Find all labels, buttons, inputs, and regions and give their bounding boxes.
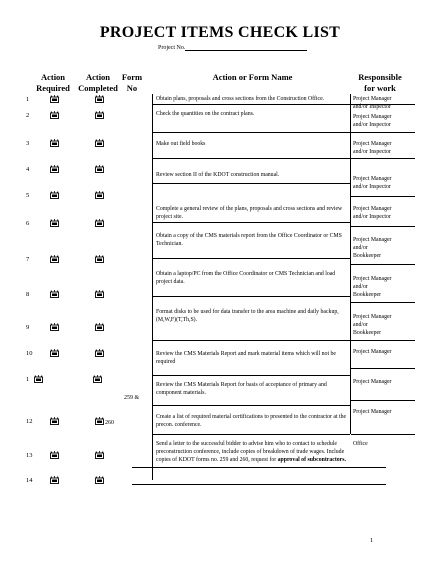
action-required-checkbox-icon[interactable] (50, 139, 59, 147)
row-rule (132, 467, 386, 468)
header-responsible-line2: for work (364, 83, 396, 93)
action-text (156, 205, 351, 221)
header-action-completed-line1: Action (85, 72, 111, 82)
header-action-required-line2: Required (36, 83, 70, 93)
project-no-field (158, 45, 307, 51)
action-required-checkbox-icon[interactable] (50, 349, 59, 357)
action-text-body: Send a letter to the successful bidder to advise him who to contact to schedule preconstruction conference, include copies of breakdown of trade wages. Include copies of KDOT forms no. 259 and 260, request for (156, 441, 345, 464)
header-responsible (346, 72, 414, 94)
row-number: 8 (26, 291, 30, 298)
row-rule (351, 302, 415, 303)
row-rule (153, 183, 350, 184)
action-text (156, 140, 351, 148)
responsible-line: and/or (353, 284, 368, 291)
action-completed-checkbox-icon[interactable] (95, 417, 104, 425)
responsible-text (353, 408, 423, 416)
row-rule (351, 340, 415, 341)
action-text (156, 308, 351, 324)
row-rule (351, 434, 415, 435)
row-rule (153, 132, 350, 133)
responsible-line: Project Manager (353, 276, 392, 282)
action-completed-checkbox-icon[interactable] (95, 451, 104, 459)
action-required-checkbox-icon[interactable] (34, 375, 43, 383)
row-number: 13 (26, 452, 33, 459)
action-required-checkbox-icon[interactable] (50, 451, 59, 459)
row-number: 2 (26, 112, 30, 119)
row-rule (351, 368, 415, 369)
responsible-line: Project Manager (353, 96, 392, 102)
action-text (156, 381, 351, 397)
action-required-checkbox-icon[interactable] (50, 95, 59, 103)
action-required-checkbox-icon[interactable] (50, 323, 59, 331)
action-text-body: Review section II of the KDOT construction manual. (156, 172, 280, 178)
responsible-line: Project Manager (353, 237, 392, 243)
responsible-line: Project Manager (353, 349, 392, 355)
row-number: 1 (26, 376, 30, 383)
responsible-line: Project Manager (353, 114, 392, 120)
action-text (156, 171, 351, 179)
action-completed-checkbox-icon[interactable] (93, 375, 102, 383)
responsible-line: and/or Inspector (353, 214, 391, 221)
responsible-line: and/or (353, 322, 368, 329)
responsible-text (353, 205, 423, 221)
row-rule (153, 258, 350, 259)
action-required-checkbox-icon[interactable] (50, 417, 59, 425)
action-completed-checkbox-icon[interactable] (95, 165, 104, 173)
action-text (156, 270, 351, 286)
responsible-line: and/or (353, 245, 368, 252)
responsible-line: and/or Inspector (353, 122, 391, 129)
responsible-text (353, 113, 423, 129)
row-rule (351, 264, 415, 265)
responsible-line: Project Manager (353, 379, 392, 385)
row-rule (351, 132, 415, 133)
action-completed-checkbox-icon[interactable] (95, 476, 104, 484)
responsible-text (353, 140, 423, 156)
action-text-body: Create a list of required material certifications to presented to the contractor at the precon. conference. (156, 414, 347, 429)
project-no-label: Project No. (158, 45, 186, 51)
row-rule (132, 484, 386, 485)
header-action-required (30, 72, 76, 94)
action-required-checkbox-icon[interactable] (50, 255, 59, 263)
row-rule (153, 434, 350, 435)
action-completed-checkbox-icon[interactable] (95, 219, 104, 227)
row-number: 6 (26, 220, 30, 227)
action-completed-checkbox-icon[interactable] (95, 349, 104, 357)
responsible-line: Bookkeeper (353, 253, 382, 260)
action-text-body: Obtain a copy of the CMS materials report from the Office Coordinator or CMS Technician. (156, 233, 342, 248)
responsible-text (353, 440, 423, 448)
responsible-line: Project Manager (353, 176, 392, 182)
row-rule (153, 340, 350, 341)
header-responsible-line1: Responsible (358, 72, 402, 82)
responsible-line: Bookkeeper (353, 330, 382, 337)
responsible-line: Project Manager (353, 141, 392, 147)
action-required-checkbox-icon[interactable] (50, 191, 59, 199)
action-text (156, 350, 351, 366)
header-action-completed (76, 72, 120, 94)
row-number: 9 (26, 324, 30, 331)
action-text-body: Review the CMS Materials Report and mark material items which will not be required (156, 351, 336, 366)
action-text (156, 95, 351, 103)
responsible-line: and/or Inspector (353, 184, 391, 191)
responsible-line: Bookkeeper (353, 292, 382, 299)
row-number: 3 (26, 140, 30, 147)
action-text-body: Obtain a laptop/PC from the Office Coordinator or CMS Technician and load project data. (156, 271, 336, 286)
row-number: 14 (26, 477, 33, 484)
row-rule (153, 375, 350, 376)
action-text (156, 232, 351, 248)
action-text-body: Complete a general review of the plans, proposals and cross sections and review project site. (156, 206, 343, 221)
header-form-no (120, 72, 144, 94)
responsible-text (353, 378, 423, 386)
responsible-line: Project Manager (353, 409, 392, 415)
responsible-text (353, 313, 423, 338)
responsible-line: Office (353, 441, 368, 447)
action-completed-checkbox-icon[interactable] (95, 191, 104, 199)
action-text-body: Review the CMS Materials Report for basis of acceptance of primary and component materials. (156, 382, 327, 397)
action-required-checkbox-icon[interactable] (50, 165, 59, 173)
row-rule (351, 226, 415, 227)
project-no-blank[interactable] (185, 50, 307, 51)
responsible-text (353, 348, 423, 356)
action-text (156, 110, 351, 118)
responsible-text (353, 236, 423, 261)
responsible-line: Project Manager (353, 314, 392, 320)
row-number: 1 (26, 96, 30, 103)
action-required-checkbox-icon[interactable] (50, 476, 59, 484)
header-form-no-line2: No (126, 83, 138, 93)
responsible-line: Project Manager (353, 206, 392, 212)
form-number: 259 & (124, 395, 140, 401)
page-title: PROJECT ITEMS CHECK LIST (99, 24, 341, 41)
row-rule (153, 296, 350, 297)
action-completed-checkbox-icon[interactable] (95, 139, 104, 147)
row-rule (351, 158, 415, 159)
action-completed-checkbox-icon[interactable] (95, 111, 104, 119)
action-text-body: Obtain plans, proposals and cross sections from the Construction Office. (156, 96, 325, 102)
action-completed-checkbox-icon[interactable] (95, 290, 104, 298)
action-text (156, 440, 351, 465)
action-text-body: Format disks to be used for data transfer to the area machine and daily backup, (M,W,F)(T,Th,S). (156, 309, 339, 324)
page-number: 1 (370, 537, 374, 544)
action-required-checkbox-icon[interactable] (50, 290, 59, 298)
header-form-no-line1: Form (121, 72, 143, 82)
form-number: 260 (105, 420, 114, 426)
row-number: 7 (26, 256, 30, 263)
row-rule (153, 104, 350, 105)
row-number: 5 (26, 192, 30, 199)
responsible-line: and/or Inspector (353, 104, 391, 111)
row-rule (351, 400, 415, 401)
row-rule (153, 222, 350, 223)
row-rule (153, 158, 350, 159)
row-number: 4 (26, 166, 30, 173)
action-completed-checkbox-icon[interactable] (95, 95, 104, 103)
action-text (156, 413, 351, 429)
action-required-checkbox-icon[interactable] (50, 219, 59, 227)
action-text-body: Check the quantities on the contract plans. (156, 111, 255, 117)
column-divider-left (152, 94, 153, 480)
responsible-text (353, 275, 423, 300)
responsible-line: and/or Inspector (353, 149, 391, 156)
row-rule (153, 405, 350, 406)
action-completed-checkbox-icon[interactable] (95, 323, 104, 331)
row-number: 12 (26, 418, 33, 425)
action-text-bold: approval of subcontractors. (277, 457, 346, 464)
responsible-text (353, 175, 423, 191)
action-text-body: Make out field books (156, 141, 206, 147)
responsible-text (353, 95, 423, 111)
row-number: 10 (26, 350, 33, 357)
row-rule (351, 196, 415, 197)
action-required-checkbox-icon[interactable] (50, 111, 59, 119)
action-completed-checkbox-icon[interactable] (95, 255, 104, 263)
header-action-completed-line2: Completed (78, 83, 118, 93)
header-action-or-form-name: Action or Form Name (212, 72, 293, 82)
header-action-required-line1: Action (40, 72, 66, 82)
